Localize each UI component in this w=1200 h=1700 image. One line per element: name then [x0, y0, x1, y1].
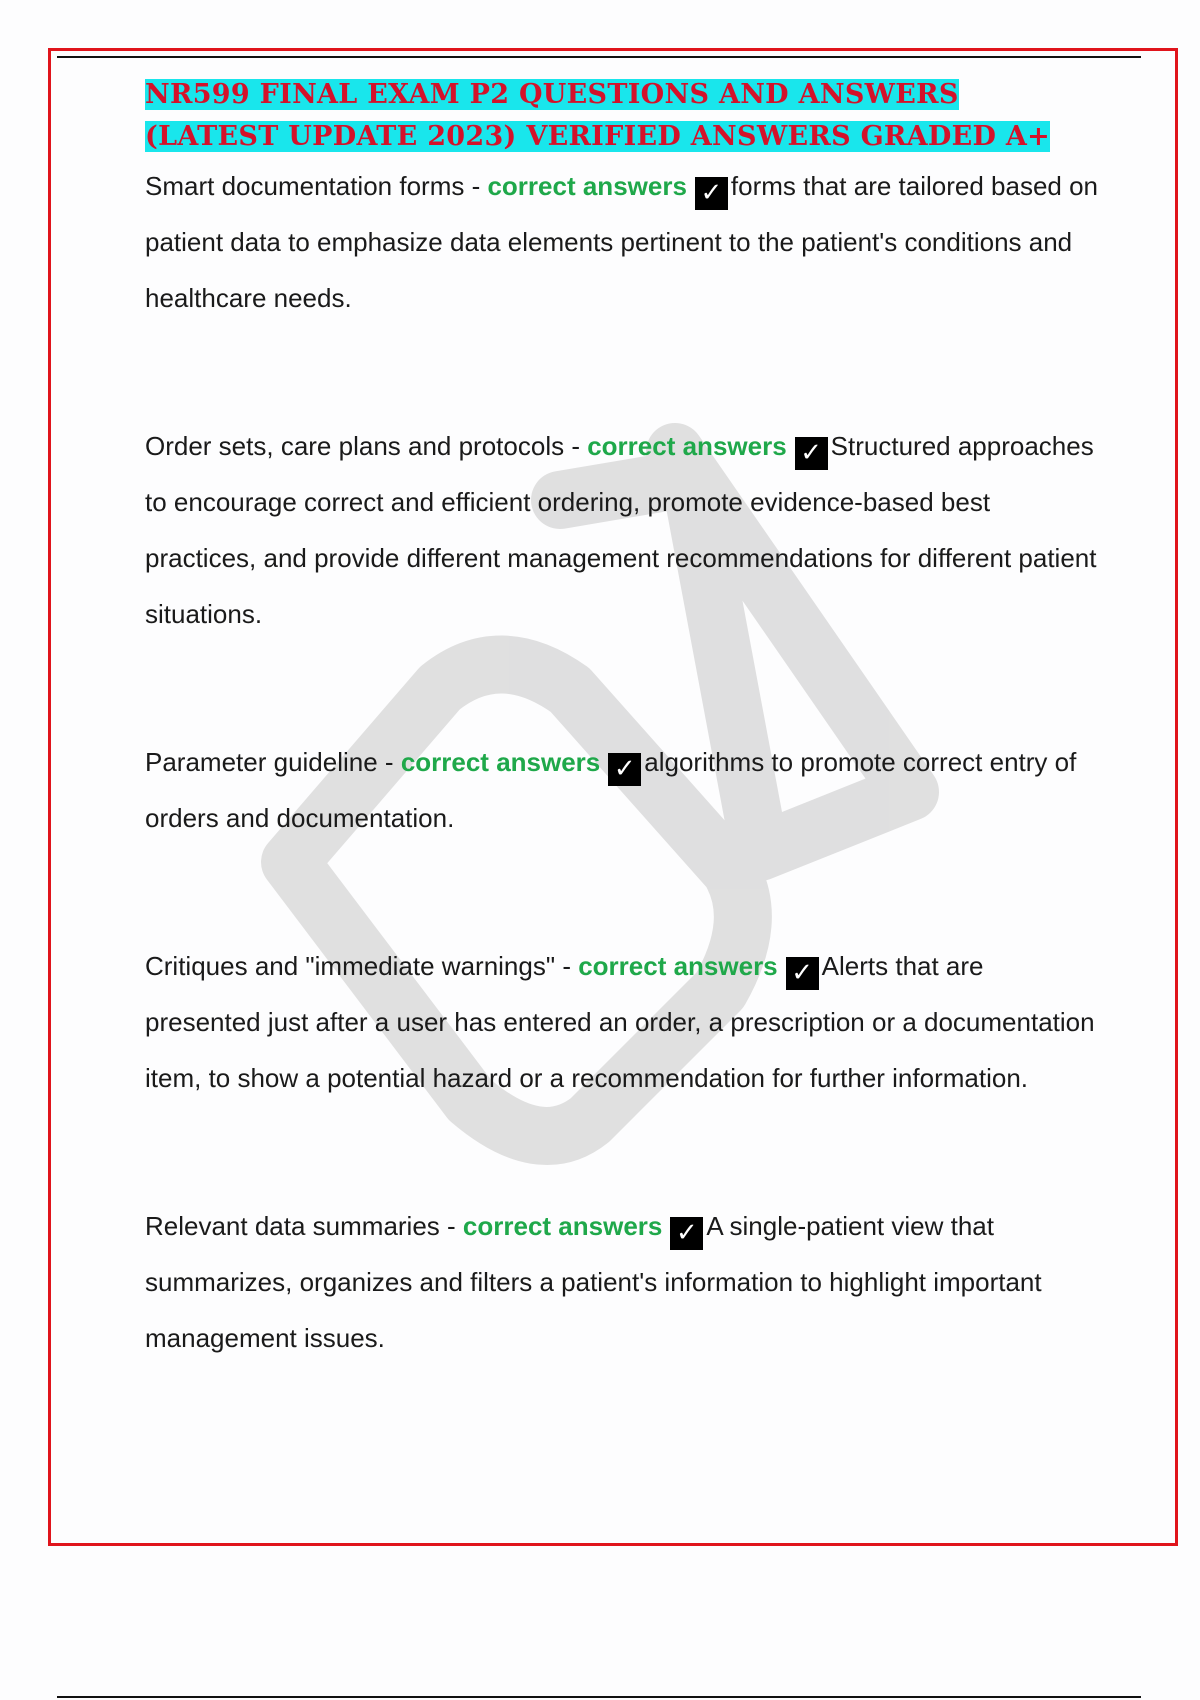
qa-separator: -	[464, 171, 488, 201]
correct-answers-label: correct answers	[487, 171, 687, 201]
qa-item	[145, 1198, 1100, 1366]
qa-term: Smart documentation forms	[145, 171, 465, 201]
document-title	[145, 74, 1100, 158]
qa-term: Parameter guideline	[145, 747, 378, 777]
correct-answers-label: correct answers	[462, 1211, 663, 1241]
qa-definition: forms that are tailored based on patient data to emphasize data elements pertinent to the patient's conditions and healthcare needs.	[145, 171, 1099, 313]
qa-definition: Alerts that are presented just after a user has entered an order, a prescription or a documentation item, to show a potential hazard or a recommendation for further information.	[145, 951, 1095, 1093]
check-box-icon: ✓	[695, 177, 728, 210]
document-title-text: NR599 FINAL EXAM P2 QUESTIONS AND ANSWERS (LATEST UPDATE 2023) VERIFIED ANSWERS GRADED A+	[145, 79, 1051, 152]
qa-definition: Structured approaches to encourage correct and efficient ordering, promote evidence-based best practices, and provide different management recommendations for different patient situations.	[145, 431, 1097, 629]
check-box-icon: ✓	[795, 437, 828, 470]
document-body	[145, 74, 1100, 1366]
correct-answers-label: correct answers	[578, 951, 778, 981]
check-box-icon: ✓	[670, 1217, 703, 1250]
qa-separator: -	[564, 431, 588, 461]
correct-answers-label: correct answers	[587, 431, 787, 461]
qa-item	[145, 734, 1100, 846]
qa-separator: -	[555, 951, 579, 981]
qa-separator: -	[439, 1211, 463, 1241]
qa-term: Critiques and "immediate warnings"	[145, 951, 556, 981]
qa-item	[145, 158, 1100, 326]
qa-term: Order sets, care plans and protocols	[145, 431, 565, 461]
correct-answers-label: correct answers	[400, 747, 601, 777]
check-box-icon: ✓	[608, 753, 641, 786]
qa-item	[145, 938, 1100, 1106]
qa-definition: A single-patient view that summarizes, organizes and filters a patient's information to highlight important management issues.	[145, 1211, 1042, 1353]
qa-separator: -	[377, 747, 401, 777]
qa-definition: algorithms to promote correct entry of orders and documentation.	[145, 747, 1077, 833]
qa-item	[145, 418, 1100, 642]
check-box-icon: ✓	[786, 957, 819, 990]
qa-term: Relevant data summaries	[145, 1211, 440, 1241]
bottom-rule	[57, 1696, 1141, 1698]
